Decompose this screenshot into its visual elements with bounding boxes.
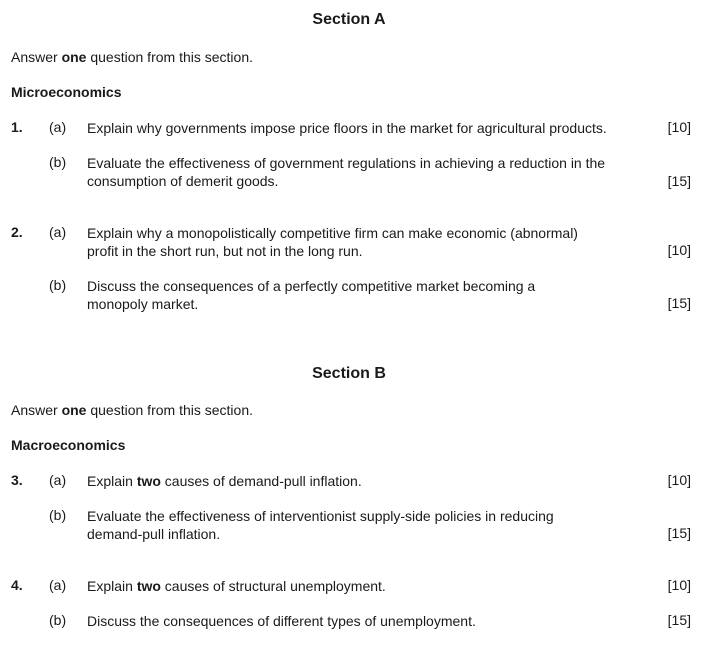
question-2-number: 2. — [11, 224, 23, 240]
question-2b-label: (b) — [49, 277, 67, 293]
question-3a-label: (a) — [49, 472, 67, 488]
question-1-number: 1. — [11, 119, 23, 135]
question-2a-marks: [10] — [667, 242, 691, 258]
question-4a-text — [87, 577, 647, 595]
instruction-text: Answer — [11, 49, 62, 65]
question-2b-marks: [15] — [667, 295, 691, 311]
question-3a-text-pre: Explain — [87, 473, 137, 489]
question-2b-line1: Discuss the consequences of a perfectly competitive market becoming a — [87, 278, 536, 294]
question-1b-line2: consumption of demerit goods. — [87, 173, 279, 189]
question-3b-text — [87, 507, 647, 543]
question-3a-text — [87, 472, 647, 490]
question-1b-line1: Evaluate the effectiveness of government regulations in achieving a reduction in the — [87, 155, 606, 171]
question-2b-text — [87, 277, 647, 313]
section-b-title: Section B — [312, 365, 386, 382]
question-3a-marks: [10] — [667, 472, 691, 488]
section-b-instruction — [11, 402, 253, 418]
section-b-topic: Macroeconomics — [11, 437, 126, 453]
question-1b-text — [87, 154, 647, 190]
question-4a-text-bold: two — [136, 578, 161, 594]
question-3a-text-post: causes of demand-pull inflation. — [160, 473, 362, 489]
question-1b-marks: [15] — [667, 173, 691, 189]
section-a-title: Section A — [312, 11, 386, 28]
question-4-number: 4. — [11, 577, 23, 593]
question-3a-text-bold: two — [136, 473, 161, 489]
question-4a-marks: [10] — [667, 577, 691, 593]
question-1a-label: (a) — [49, 119, 67, 135]
question-4b-label: (b) — [49, 612, 67, 628]
question-4b-marks: [15] — [667, 612, 691, 628]
question-2b-line2: monopoly market. — [87, 296, 199, 312]
question-1a-text: Explain why governments impose price floors in the market for agricultural products. — [87, 120, 607, 136]
question-4a-label: (a) — [49, 577, 67, 593]
question-3b-label: (b) — [49, 507, 67, 523]
instruction-bold: one — [61, 402, 87, 418]
instruction-text: question from this section. — [86, 49, 253, 65]
question-1b-label: (b) — [49, 154, 67, 170]
question-4a-text-pre: Explain — [87, 578, 137, 594]
question-2a-line2: profit in the short run, but not in the long run. — [87, 243, 363, 259]
section-a-instruction — [11, 49, 253, 65]
instruction-text: question from this section. — [86, 402, 253, 418]
question-3-number: 3. — [11, 472, 23, 488]
question-2a-text — [87, 224, 647, 260]
question-3b-line2: demand-pull inflation. — [87, 526, 221, 542]
instruction-text: Answer — [11, 402, 62, 418]
question-1a-marks: [10] — [667, 119, 691, 135]
question-3b-marks: [15] — [667, 525, 691, 541]
section-a-topic: Microeconomics — [11, 84, 122, 100]
question-3b-line1: Evaluate the effectiveness of interventionist supply-side policies in reducing — [87, 508, 554, 524]
question-4b-text: Discuss the consequences of different types of unemployment. — [87, 613, 476, 629]
question-2a-label: (a) — [49, 224, 67, 240]
question-4a-text-post: causes of structural unemployment. — [160, 578, 386, 594]
question-2a-line1: Explain why a monopolistically competitive firm can make economic (abnormal) — [87, 225, 578, 241]
instruction-bold: one — [61, 49, 87, 65]
